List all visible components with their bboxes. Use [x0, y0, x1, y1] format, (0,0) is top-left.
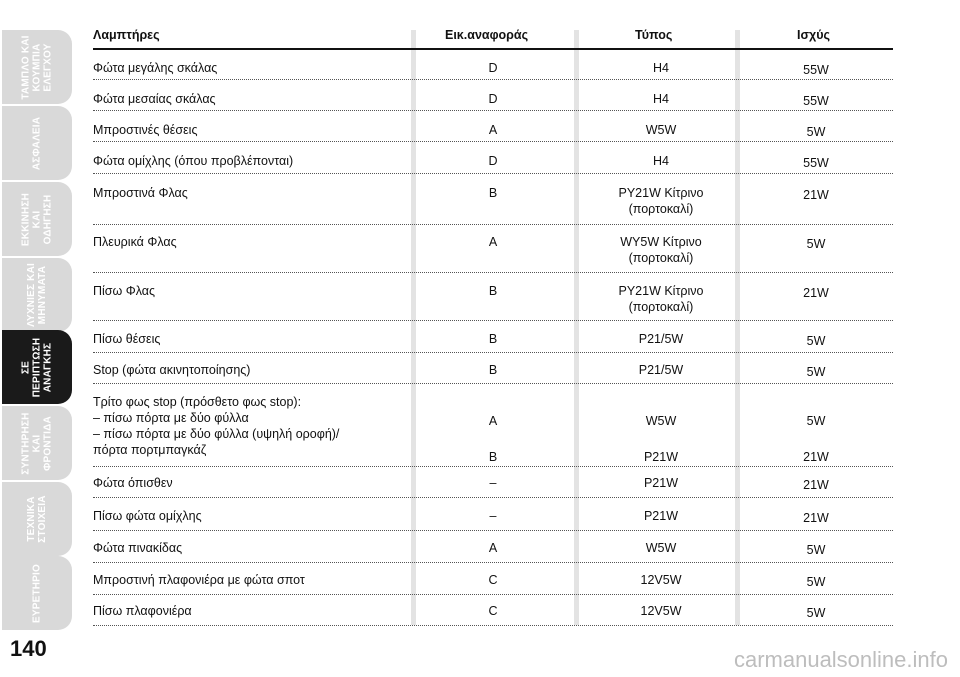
cell-power: 55W — [803, 94, 829, 108]
row-divider — [93, 352, 893, 353]
tab-starting-driving[interactable] — [2, 182, 72, 256]
cell-ref: A — [488, 235, 498, 249]
cell-power: 5W — [806, 365, 826, 379]
cell-type: W5W — [645, 123, 677, 137]
cell-power: 5W — [806, 125, 826, 139]
row-divider — [93, 594, 893, 595]
tab-index[interactable] — [2, 556, 72, 630]
row-divider — [93, 530, 893, 531]
tab-emergency[interactable] — [2, 330, 72, 404]
cell-lamp: Μπροστινά Φλας — [93, 186, 188, 200]
cell-type: H4 — [653, 92, 669, 106]
tab-label: ΤΑΜΠΛΟ ΚΑΙ ΚΟΥΜΠΙΑ ΕΛΕΓΧΟΥ — [20, 34, 54, 100]
bulb-table-header — [93, 22, 893, 48]
cell-ref: B — [488, 284, 498, 298]
cell-lamp: Μπροστινή πλαφονιέρα με φώτα σποτ — [93, 573, 305, 587]
tab-dashboard-controls[interactable] — [2, 30, 72, 104]
cell-power: 5W — [806, 575, 826, 589]
cell-type: P21W — [643, 476, 679, 490]
row-divider — [93, 173, 893, 174]
cell-type: 12V5W — [640, 573, 682, 587]
cell-power: 5W — [806, 543, 826, 557]
cell-ref: D — [488, 154, 498, 168]
cell-type: H4 — [653, 61, 669, 75]
cell-type: P21W — [643, 509, 679, 523]
cell-power: 21W — [803, 511, 829, 525]
cell-lamp: Πίσω πλαφονιέρα — [93, 604, 192, 618]
cell-type: H4 — [653, 154, 669, 168]
header-rule — [93, 48, 893, 50]
row-divider — [93, 224, 893, 225]
cell-type: 12V5W — [640, 604, 682, 618]
cell-ref: B — [488, 332, 498, 346]
header-type: Τύπος — [635, 28, 673, 42]
cell-type: PY21W Κίτρινο (πορτοκαλί) — [618, 186, 704, 216]
tab-label: ΕΚΚΙΝΗΣΗ ΚΑΙ ΟΔΗΓΗΣΗ — [20, 192, 54, 246]
row-divider — [93, 562, 893, 563]
tab-technical-data[interactable] — [2, 482, 72, 556]
tab-label: ΑΣΦΑΛΕΙΑ — [31, 116, 43, 170]
tab-label: ΣΕ ΠΕΡΙΠΤΩΣΗ ΑΝΑΓΚΗΣ — [20, 337, 54, 397]
cell-power: 5W — [806, 237, 826, 251]
tab-safety[interactable] — [2, 106, 72, 180]
cell-ref: B — [488, 363, 498, 377]
cell-type: P21/5W — [638, 332, 684, 346]
cell-power: 21W — [803, 478, 829, 492]
cell-lamp: Φώτα ομίχλης (όπου προβλέπονται) — [93, 154, 294, 168]
cell-lamp: Πίσω θέσεις — [93, 332, 161, 346]
header-reference: Εικ.αναφοράς — [445, 28, 529, 42]
row-divider — [93, 625, 893, 626]
cell-lamp: Φώτα όπισθεν — [93, 476, 173, 490]
cell-ref: C — [488, 573, 498, 587]
cell-type: P21/5W — [638, 363, 684, 377]
column-divider — [574, 30, 579, 625]
tab-label: ΤΕΧΝΙΚΑ ΣΤΟΙΧΕΙΑ — [26, 495, 48, 543]
tab-maintenance[interactable] — [2, 406, 72, 480]
cell-ref: – — [489, 476, 497, 490]
cell-power: 5W — [806, 334, 826, 348]
cell-ref: C — [488, 604, 498, 618]
cell-lamp: Φώτα πινακίδας — [93, 541, 183, 555]
tab-label: ΕΥΡΕΤΗΡΙΟ — [31, 563, 43, 623]
header-lamps: Λαμπτήρες — [93, 28, 160, 42]
cell-type: W5W P21W — [643, 414, 679, 464]
cell-power: 21W — [803, 286, 829, 300]
tab-label: ΛΥΧΝΙΕΣ ΚΑΙ ΜΗΝΥΜΑΤΑ — [26, 263, 48, 327]
row-divider — [93, 497, 893, 498]
row-divider — [93, 466, 893, 467]
cell-power: 5W 21W — [803, 414, 829, 464]
cell-type: PY21W Κίτρινο (πορτοκαλί) — [618, 284, 704, 314]
watermark-text: carmanualsonline.info — [733, 647, 948, 672]
row-divider — [93, 79, 893, 80]
cell-ref: A B — [488, 414, 498, 464]
header-power: Ισχύς — [797, 28, 830, 42]
cell-lamp: Stop (φώτα ακινητοποίησης) — [93, 363, 251, 377]
row-divider — [93, 141, 893, 142]
cell-lamp: Τρίτο φως stop (πρόσθετο φως stop): – πίσω πόρτα με δύο φύλλα – πίσω πόρτα με δύο φύλλα (υψηλή οροφή)/ πόρτα πορτμπαγκάζ — [93, 395, 340, 457]
cell-power: 5W — [806, 606, 826, 620]
page-number: 140 — [10, 636, 47, 661]
cell-power: 55W — [803, 63, 829, 77]
cell-type: WY5W Κίτρινο (πορτοκαλί) — [620, 235, 702, 265]
cell-lamp: Φώτα μεγάλης σκάλας — [93, 61, 218, 75]
row-divider — [93, 383, 893, 384]
tab-label: ΣΥΝΤΗΡΗΣΗ ΚΑΙ ΦΡΟΝΤΙΔΑ — [20, 411, 54, 475]
cell-type: W5W — [645, 541, 677, 555]
cell-lamp: Πίσω Φλας — [93, 284, 156, 298]
cell-ref: A — [488, 541, 498, 555]
cell-ref: A — [488, 123, 498, 137]
cell-lamp: Πίσω φώτα ομίχλης — [93, 509, 202, 523]
cell-ref: – — [489, 509, 497, 523]
cell-ref: D — [488, 92, 498, 106]
row-divider — [93, 320, 893, 321]
cell-lamp: Πλευρικά Φλας — [93, 235, 177, 249]
cell-lamp: Φώτα μεσαίας σκάλας — [93, 92, 216, 106]
row-divider — [93, 110, 893, 111]
column-divider — [735, 30, 740, 625]
column-divider — [411, 30, 416, 625]
tab-warning-lights[interactable] — [2, 258, 72, 332]
row-divider — [93, 272, 893, 273]
cell-ref: D — [488, 61, 498, 75]
cell-power: 55W — [803, 156, 829, 170]
cell-power: 21W — [803, 188, 829, 202]
cell-lamp: Μπροστινές θέσεις — [93, 123, 198, 137]
cell-ref: B — [488, 186, 498, 200]
